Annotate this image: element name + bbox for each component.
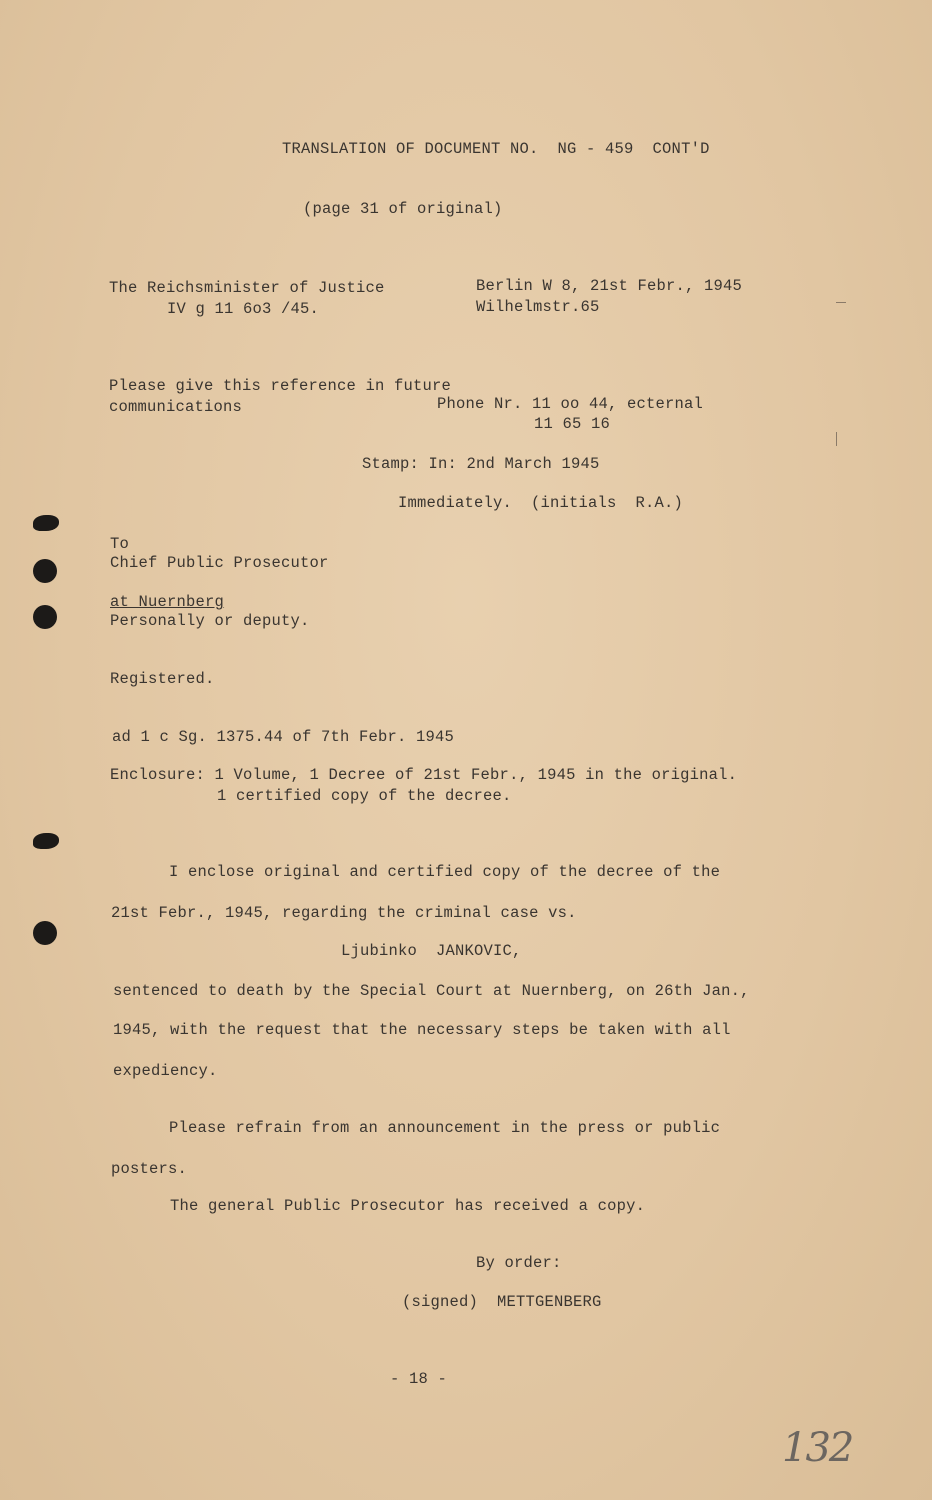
addressee-to: To [110, 535, 130, 553]
by-order-line: By order: [476, 1254, 562, 1272]
reference-note-line-2: communications [109, 398, 243, 416]
punch-hole [33, 559, 57, 583]
body-paragraph-2-line-2: posters. [111, 1160, 188, 1178]
phone-line-2: 11 65 16 [534, 415, 611, 433]
enclosure-line-2: 1 certified copy of the decree. [217, 787, 512, 805]
immediately-line: Immediately. (initials R.A.) [398, 494, 684, 512]
body-paragraph-1-line-2: 21st Febr., 1945, regarding the criminal case vs. [111, 904, 577, 922]
punch-hole [33, 515, 59, 531]
addressee-personal: Personally or deputy. [110, 612, 310, 630]
body-paragraph-3: The general Public Prosecutor has received a copy. [170, 1197, 646, 1215]
page-reference: (page 31 of original) [303, 200, 503, 218]
stamp-line: Stamp: In: 2nd March 1945 [362, 455, 600, 473]
registered-line: Registered. [110, 670, 215, 688]
addressee-name: Chief Public Prosecutor [110, 554, 329, 572]
page-number: - 18 - [390, 1370, 448, 1388]
defendant-name: Ljubinko JANKOVIC, [341, 942, 522, 960]
sender-line-2: IV g 11 6o3 /45. [167, 300, 320, 318]
margin-mark [836, 432, 837, 446]
body-paragraph-1-line-1: I enclose original and certified copy of the decree of the [169, 863, 721, 881]
body-paragraph-1-line-5: expediency. [113, 1062, 218, 1080]
reference-note-line-1: Please give this reference in future [109, 377, 452, 395]
punch-hole [33, 605, 57, 629]
document-title: TRANSLATION OF DOCUMENT NO. NG - 459 CONT'D [282, 140, 710, 158]
body-paragraph-2-line-1: Please refrain from an announcement in the press or public [169, 1119, 721, 1137]
phone-line-1: Phone Nr. 11 oo 44, ecternal [437, 395, 704, 413]
place-date-line-1: Berlin W 8, 21st Febr., 1945 [476, 277, 743, 295]
punch-hole [33, 921, 57, 945]
place-date-line-2: Wilhelmstr.65 [476, 298, 600, 316]
ad-reference: ad 1 c Sg. 1375.44 of 7th Febr. 1945 [112, 728, 455, 746]
punch-hole [33, 833, 59, 849]
body-paragraph-1-line-4: 1945, with the request that the necessary steps be taken with all [113, 1021, 731, 1039]
handwritten-archive-number: 132 [782, 1425, 853, 1471]
body-paragraph-1-line-3: sentenced to death by the Special Court at Nuernberg, on 26th Jan., [113, 982, 750, 1000]
sender-line-1: The Reichsminister of Justice [109, 279, 385, 297]
enclosure-line-1: Enclosure: 1 Volume, 1 Decree of 21st Febr., 1945 in the original. [110, 766, 738, 784]
margin-mark [836, 302, 846, 303]
addressee-place: at Nuernberg [110, 593, 225, 611]
signature-line: (signed) METTGENBERG [402, 1293, 602, 1311]
